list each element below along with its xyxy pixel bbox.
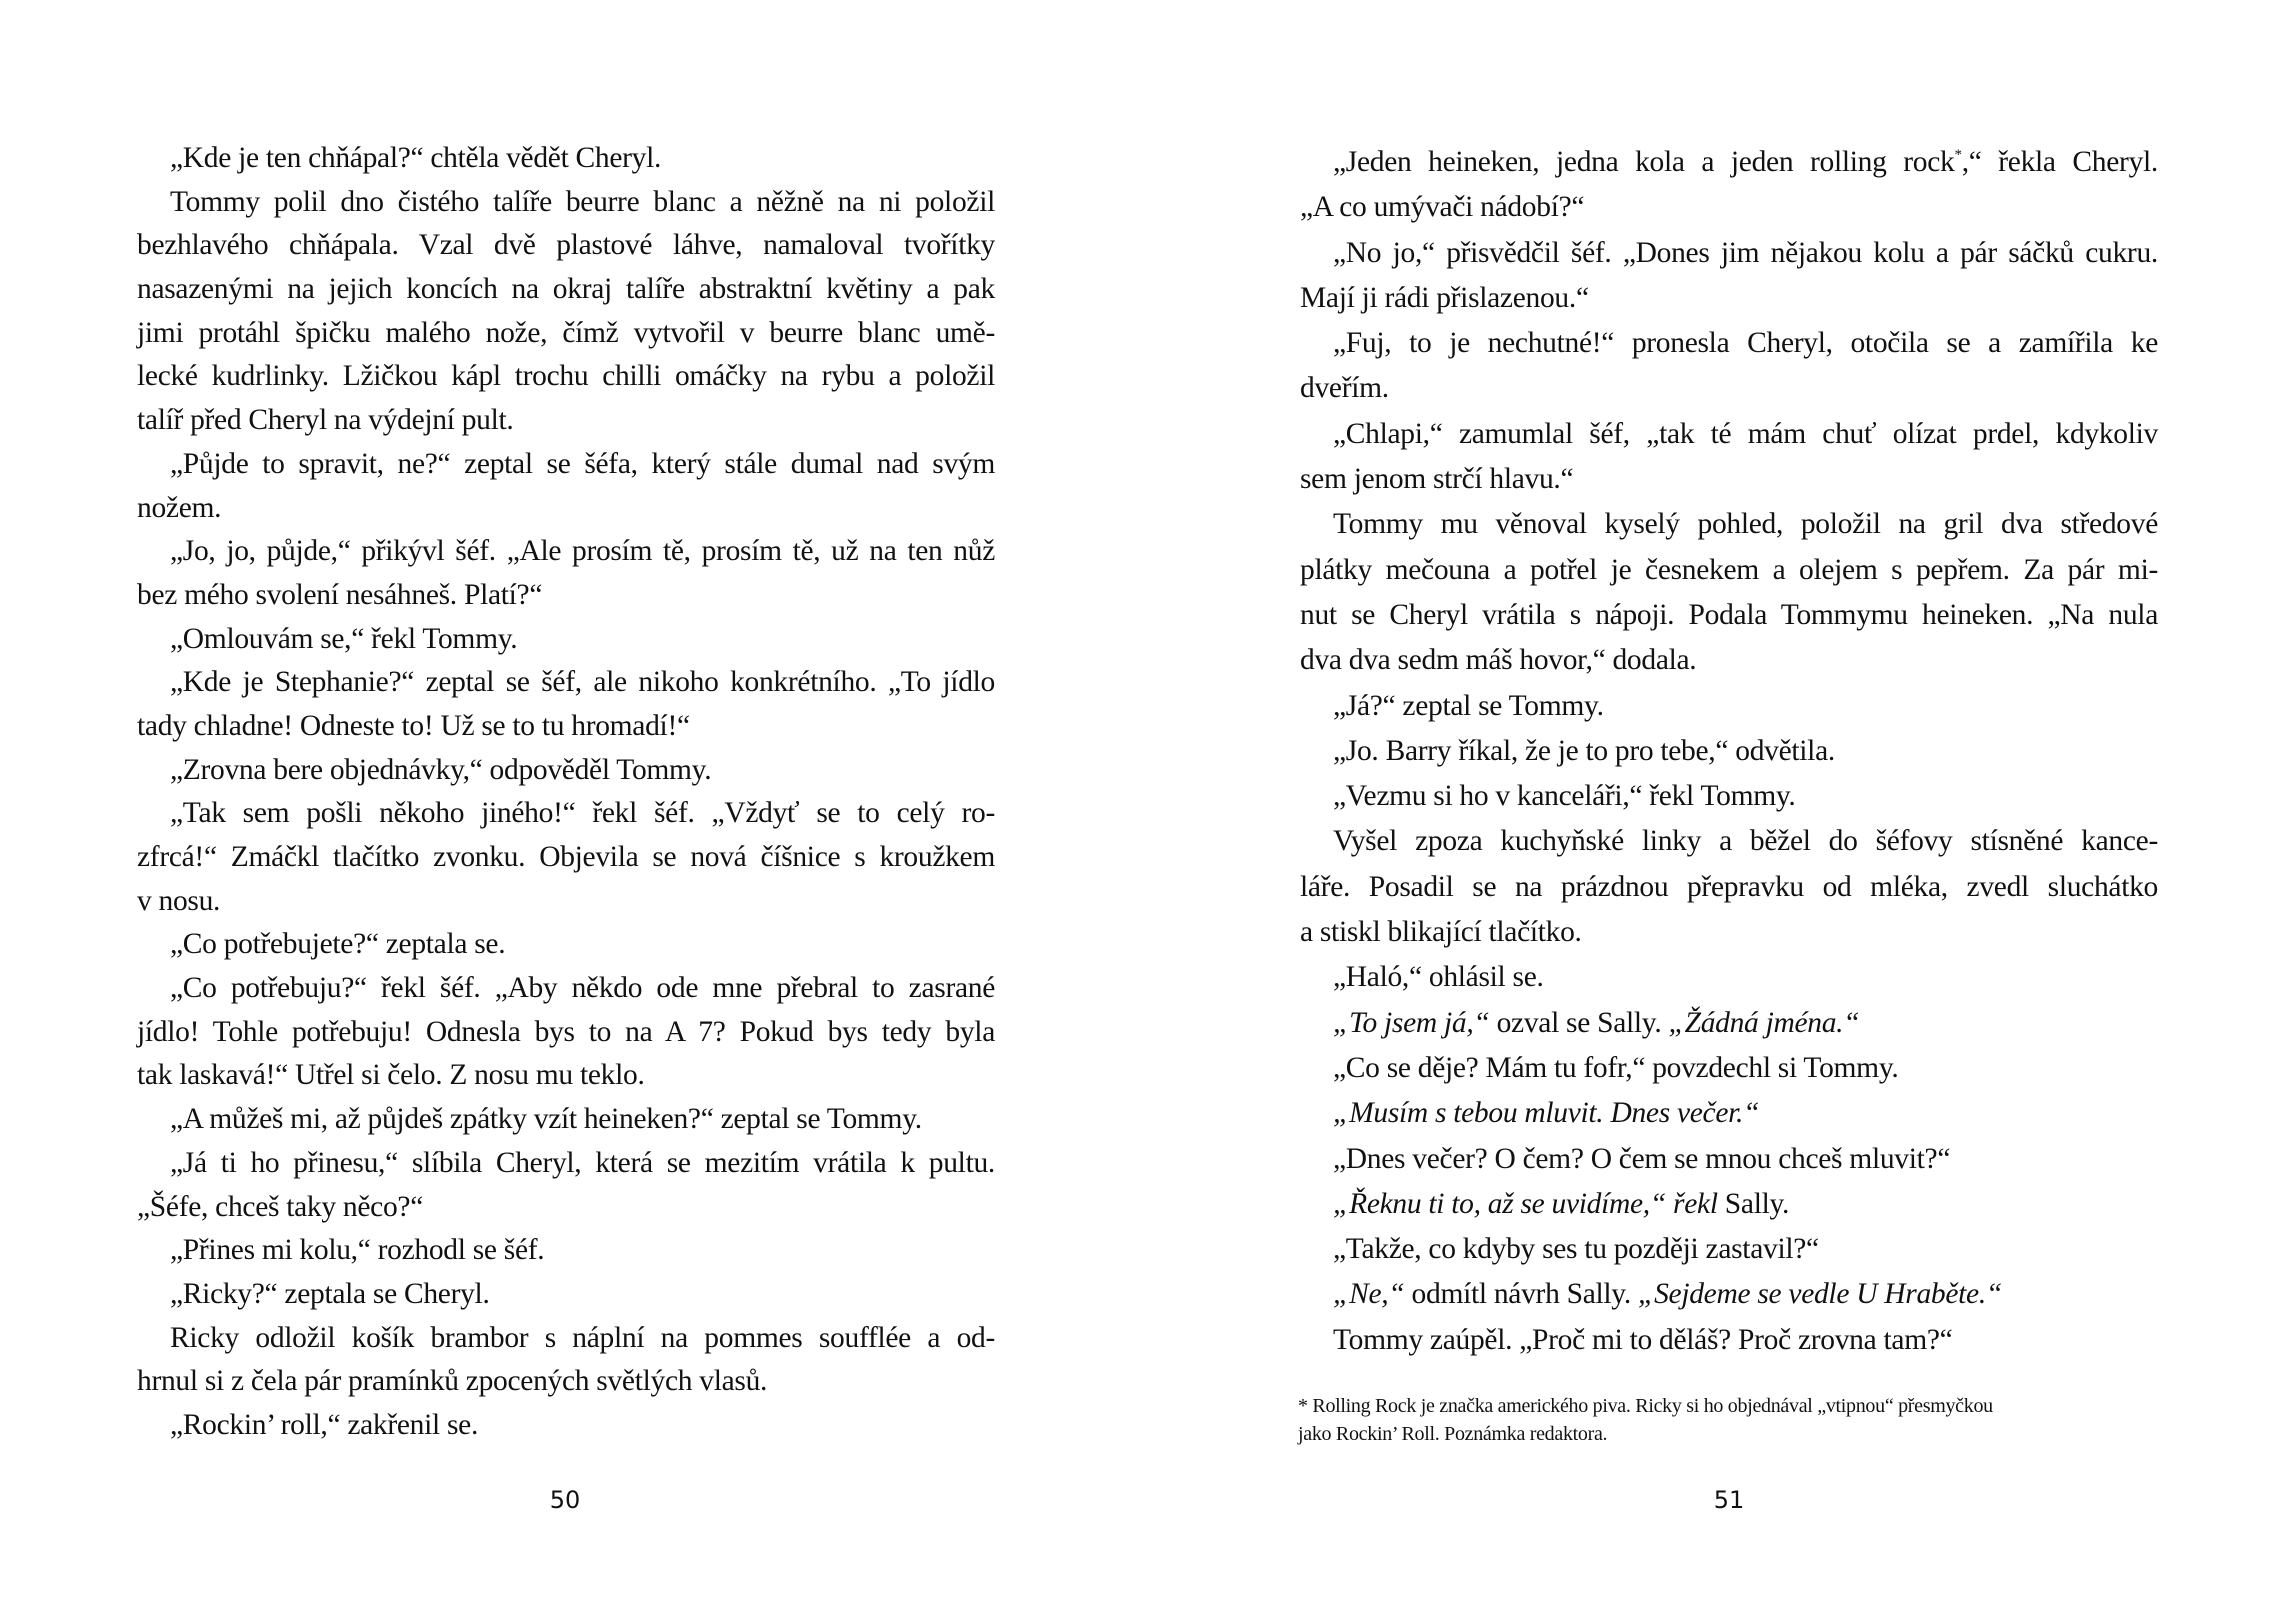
footnote-line: jako Rockin’ Roll. Poznámka redaktora. xyxy=(1298,1423,1608,1445)
right-page-text xyxy=(1300,140,2158,1363)
text-line: jídlo! Tohle potřebuju! Odnesla bys to na A 7? Pokud bys tedy byla xyxy=(137,1015,995,1048)
text-line: nasazenými na jejich koncích na okraj talíře abstraktní květiny a pak xyxy=(137,273,995,306)
text-line: „Dnes večer? O čem? O čem se mnou chceš mluvit?“ xyxy=(1333,1142,1951,1175)
text-line xyxy=(1300,1091,2158,1136)
page-number-right: 51 xyxy=(1713,1486,1745,1514)
text-line: Tommy zaúpěl. „Proč mi to děláš? Proč zrovna tam?“ xyxy=(1333,1323,1953,1356)
text-line: „Co potřebujete?“ zeptala se. xyxy=(170,928,506,961)
text-line: „Co se děje? Mám tu fofr,“ povzdechl si Tommy. xyxy=(1333,1051,1899,1084)
text-line: „Kde je Stephanie?“ zeptal se šéf, ale nikoho konkrétního. „To jídlo xyxy=(170,666,995,699)
italic-segment: „Sejdeme se vedle U Hraběte.“ xyxy=(1637,1278,2003,1311)
text-line: „Takže, co kdyby ses tu později zastavil?“ xyxy=(1333,1233,1819,1266)
text-line: bez mého svolení nesáhneš. Platí?“ xyxy=(137,578,543,611)
text-line: „Já?“ zeptal se Tommy. xyxy=(1333,689,1604,722)
text-line: dveřím. xyxy=(1300,372,1389,405)
text-line: Ricky odložil košík brambor s náplní na pommes soufflée a od- xyxy=(170,1321,995,1354)
text-line: Vyšel zpoza kuchyňské linky a běžel do šéfovy stísněné kance- xyxy=(1333,825,2158,858)
text-line: nut se Cheryl vrátila s nápoji. Podala Tommymu heineken. „Na nula xyxy=(1300,598,2158,631)
text-line: sem jenom strčí hlavu.“ xyxy=(1300,463,1574,496)
text-line: „Přines mi kolu,“ rozhodl se šéf. xyxy=(170,1234,545,1267)
text-line: plátky mečouna a potřel je česnekem a olejem s pepřem. Za pár mi- xyxy=(1300,553,2158,586)
italic-segment: „To jsem já,“ xyxy=(1333,1006,1490,1039)
text-line: nožem. xyxy=(137,491,222,524)
text-line: talíř před Cheryl na výdejní pult. xyxy=(137,404,514,437)
text-line: „A můžeš mi, až půjdeš zpátky vzít heineken?“ zeptal se Tommy. xyxy=(170,1103,922,1136)
text-line: „Zrovna bere objednávky,“ odpověděl Tommy. xyxy=(170,753,712,786)
text-line: „A co umývači nádobí?“ xyxy=(1300,191,1585,224)
text-line xyxy=(1300,1001,2158,1046)
text-line: Tommy mu věnoval kyselý pohled, položil na gril dva středové xyxy=(1333,508,2158,541)
text-line: bezhlavého chňápala. Vzal dvě plastové láhve, namaloval tvořítky xyxy=(137,229,995,262)
text-segment: Sally. xyxy=(1717,1187,1790,1220)
text-line: „Co potřebuju?“ řekl šéf. „Aby někdo ode mne přebral to zasrané xyxy=(170,972,995,1005)
text-line: „Já ti ho přinesu,“ slíbila Cheryl, která se mezitím vrátila k pultu. xyxy=(170,1146,995,1179)
text-line: láře. Posadil se na prázdnou přepravku od mléka, zvedl sluchátko xyxy=(1300,870,2158,903)
text-line: „Tak sem pošli někoho jiného!“ řekl šéf. „Vždyť se to celý ro- xyxy=(170,797,995,830)
text-segment: odmítl návrh Sally. xyxy=(1404,1278,1638,1311)
footnote xyxy=(1298,1392,2158,1448)
text-line: a stiskl blikající tlačítko. xyxy=(1300,916,1582,949)
text-line: „Vezmu si ho v kanceláři,“ řekl Tommy. xyxy=(1333,780,1796,813)
footnote-marker: * xyxy=(1954,147,1962,163)
text-line xyxy=(1300,1272,2158,1317)
italic-segment: „Musím s tebou mluvit. Dnes večer.“ xyxy=(1333,1097,1760,1130)
italic-segment: „Žádná jména.“ xyxy=(1668,1006,1860,1039)
left-page-text xyxy=(137,137,995,1448)
text-line: tak laskavá!“ Utřel si čelo. Z nosu mu teklo. xyxy=(137,1059,645,1092)
text-line: lecké kudrlinky. Lžičkou kápl trochu chilli omáčky na rybu a položil xyxy=(137,360,995,393)
text-line: „Fuj, to je nechutné!“ pronesla Cheryl, otočila se a zamířila ke xyxy=(1333,327,2158,360)
text-line: Tommy polil dno čistého talíře beurre blanc a něžně na ni položil xyxy=(170,185,995,218)
text-line: „Šéfe, chceš taky něco?“ xyxy=(137,1190,423,1223)
text-line: „Rockin’ roll,“ zakřenil se. xyxy=(170,1408,479,1441)
text-line: jimi protáhl špičku malého nože, čímž vytvořil v beurre blanc umě- xyxy=(137,316,995,349)
text-line: hrnul si z čela pár pramínků zpocených světlých vlasů. xyxy=(137,1365,768,1398)
text-segment: „Jeden heineken, jedna kola a jeden rolling rock xyxy=(1333,146,1955,178)
text-segment: ozval se Sally. xyxy=(1489,1006,1669,1039)
text-line xyxy=(1300,140,2158,185)
text-line: „Půjde to spravit, ne?“ zeptal se šéfa, který stále dumal nad svým xyxy=(170,447,995,480)
text-line: tady chladne! Odneste to! Už se to tu hromadí!“ xyxy=(137,709,690,742)
page-number-left: 50 xyxy=(549,1486,581,1514)
text-line: zfrcá!“ Zmáčkl tlačítko zvonku. Objevila se nová číšnice s kroužkem xyxy=(137,841,995,873)
text-line: „No jo,“ přisvědčil šéf. „Dones jim nějakou kolu a pár sáčků cukru. xyxy=(1333,236,2158,269)
text-line: „Jo, jo, půjde,“ přikývl šéf. „Ale prosím tě, prosím tě, už na ten nůž xyxy=(170,535,995,568)
text-line: „Chlapi,“ zamumlal šéf, „tak té mám chuť olízat prdel, kdykoliv xyxy=(1333,417,2158,450)
text-segment: ,“ řekla Cheryl. xyxy=(1961,146,2158,178)
text-line: dva dva sedm máš hovor,“ dodala. xyxy=(1300,644,1697,677)
text-line: „Omlouvám se,“ řekl Tommy. xyxy=(170,622,518,655)
text-line: „Haló,“ ohlásil se. xyxy=(1333,961,1544,994)
footnote-line: * Rolling Rock je značka amerického piva. Ricky si ho objednával „vtipnou“ přesmyčkou xyxy=(1298,1395,1993,1417)
italic-segment: „Ne,“ xyxy=(1333,1278,1405,1311)
text-line: v nosu. xyxy=(137,884,221,917)
text-line: „Kde je ten chňápal?“ chtěla vědět Cheryl. xyxy=(170,142,662,174)
text-line: Mají ji rádi přislazenou.“ xyxy=(1300,281,1589,314)
text-line xyxy=(1300,1182,2158,1227)
text-line: „Jo. Barry říkal, že je to pro tebe,“ odvětila. xyxy=(1333,734,1835,767)
right-page xyxy=(1142,0,2284,1615)
italic-segment: „Řeknu ti to, až se uvidíme,“ řekl xyxy=(1333,1187,1718,1220)
text-line: „Ricky?“ zeptala se Cheryl. xyxy=(170,1277,490,1310)
